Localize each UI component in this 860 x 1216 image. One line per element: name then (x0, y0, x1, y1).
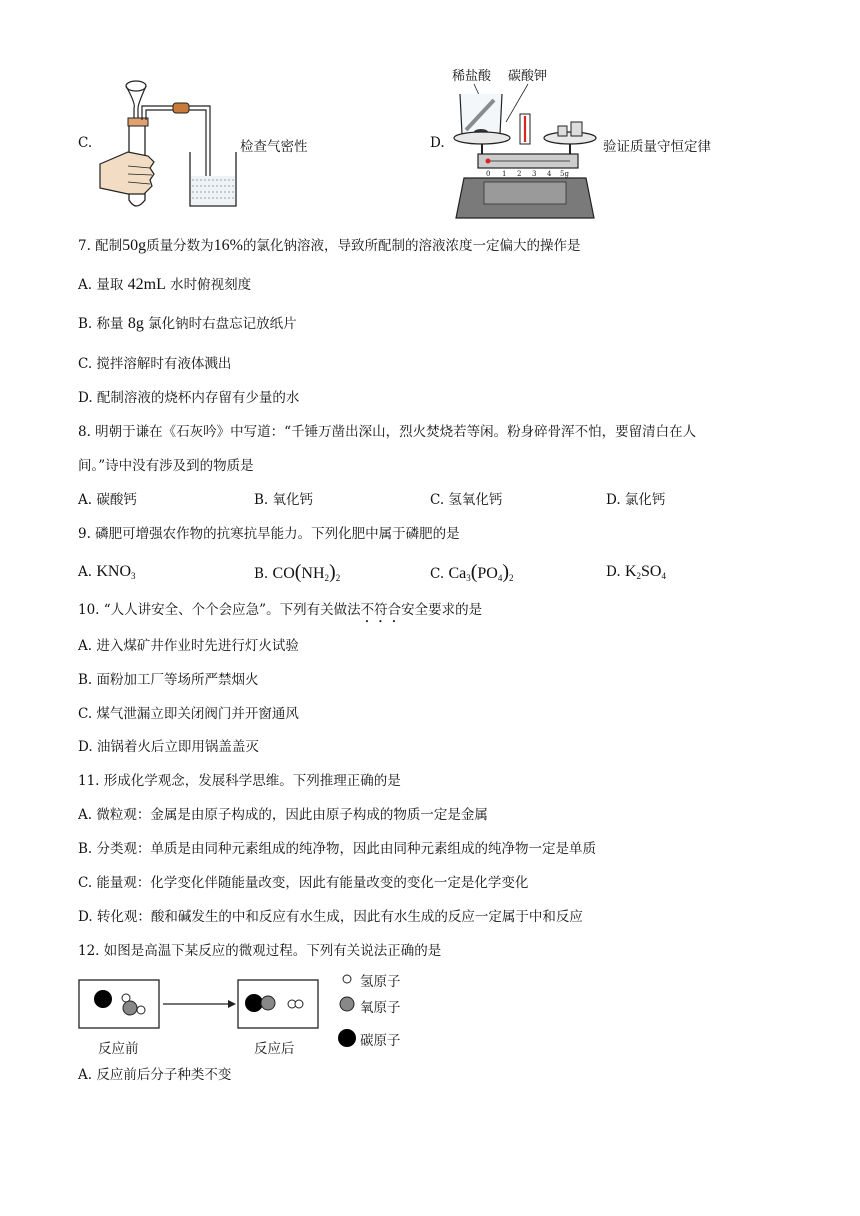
q7-option-b-text: 氯化钠时右盘忘记放纸片 (148, 316, 297, 332)
q7-option-d[interactable]: D. 配制溶液的烧杯内存留有少量的水 (78, 390, 300, 406)
option-c-caption: 检查气密性 (240, 139, 308, 155)
legend-hydrogen-label: 氢原子 (360, 974, 401, 990)
q10-option-c[interactable]: C. 煤气泄漏立即关闭阀门并开窗通风 (78, 706, 299, 722)
q7-option-a-text: 水时俯视刻度 (170, 277, 252, 293)
reaction-micro-diagram (78, 968, 378, 1030)
question-9-stem: 9. 磷肥可增强农作物的抗寒抗旱能力。下列化肥中属于磷肥的是 (78, 526, 460, 542)
q7-option-a-text: A. 量取 (78, 277, 124, 293)
q7-option-c[interactable]: C. 搅拌溶解时有液体溅出 (78, 356, 232, 372)
q8-option-a[interactable]: A. 碳酸钙 (78, 492, 137, 508)
formula-urea: $CO(NH_2)_2$ (272, 561, 341, 583)
q12-option-a[interactable]: A. 反应前后分子种类不变 (78, 1067, 232, 1083)
q10-stem-part: 安全要求的是 (401, 602, 483, 618)
q8-option-d[interactable]: D. 氯化钙 (606, 492, 666, 508)
formula-potassium-sulfate: $K_2SO_4$ (624, 563, 666, 581)
q11-option-b[interactable]: B. 分类观：单质是由同种元素组成的纯净物，因此由同种元素组成的纯净物一定是单质 (78, 841, 597, 857)
q9-option-d[interactable] (606, 562, 666, 586)
atom-legend-icons (337, 970, 359, 1050)
q7-volume-value: 42mL (127, 276, 166, 293)
q7-mass-weighed: 8g (127, 315, 144, 332)
reagent-label-potassium-carbonate: 碳酸钾 (508, 69, 548, 84)
q10-emphasis-not-compliant: 不符合 (360, 602, 402, 618)
scale-tick: 0 (486, 170, 491, 178)
scale-tick: 3 (532, 170, 537, 178)
balance-apparatus-figure (450, 82, 600, 222)
q7-mass-value: 50g (122, 237, 147, 254)
question-10-stem (78, 600, 482, 626)
formula-calcium-phosphate: $Ca_3(PO_4)_2$ (448, 561, 514, 583)
hydrogen-atom (137, 1006, 145, 1014)
legend-carbon-label: 碳原子 (360, 1033, 401, 1049)
q7-stem-part: 的氯化钠溶液，导致所配制的溶液浓度一定偏大的操作是 (243, 238, 581, 254)
scale-tick: 1 (502, 170, 507, 178)
scale-tick: 2 (517, 170, 522, 178)
q10-option-d[interactable]: D. 油锅着火后立即用锅盖盖灭 (78, 739, 259, 755)
balance-scale-ticks (486, 170, 569, 178)
option-d-label: D. (430, 135, 445, 151)
q7-option-a[interactable] (78, 275, 251, 295)
q7-option-b[interactable] (78, 314, 297, 334)
q10-option-a[interactable]: A. 进入煤矿井作业时先进行灯火试验 (78, 638, 299, 654)
scale-tick: 5g (560, 170, 569, 178)
legend-oxygen-label: 氧原子 (360, 1000, 401, 1016)
airtightness-apparatus-figure (98, 76, 243, 212)
formula-potassium-nitrate: $KNO_3$ (96, 563, 136, 581)
question-12-stem: 12. 如图是高温下某反应的微观过程。下列有关说法正确的是 (78, 943, 442, 959)
reagent-label-hydrochloric-acid: 稀盐酸 (452, 69, 492, 84)
oxygen-atom (261, 996, 275, 1010)
question-7-stem (78, 236, 581, 256)
q8-option-c[interactable]: C. 氢氧化钙 (430, 492, 503, 508)
option-c-label: C. (78, 135, 93, 151)
q8-option-b[interactable]: B. 氧化钙 (254, 492, 314, 508)
q7-option-b-text: B. 称量 (78, 316, 124, 332)
q10-option-b[interactable]: B. 面粉加工厂等场所严禁烟火 (78, 672, 259, 688)
q10-stem-part: 10. “人人讲安全、个个会应急”。下列有关做法 (78, 602, 361, 618)
question-8-stem-line-1: 8. 明朝于谦在《石灰吟》中写道：“千锤万凿出深山，烈火焚烧若等闲。粉身碎骨浑不怕，要留清白在人 (78, 424, 697, 440)
q7-percent-value: 16% (213, 237, 243, 254)
hydrogen-atom (295, 1000, 303, 1008)
q9-option-b[interactable] (254, 562, 340, 588)
hydrogen-atom-legend-icon (343, 975, 351, 983)
question-8-stem-line-2: 间。”诗中没有涉及到的物质是 (78, 458, 254, 474)
oxygen-atom-legend-icon (340, 997, 354, 1011)
q11-option-c[interactable]: C. 能量观：化学变化伴随能量改变，因此有能量改变的变化一定是化学变化 (78, 875, 529, 891)
q9-option-d-label: D. (606, 564, 621, 580)
before-reaction-label: 反应前 (98, 1041, 139, 1057)
after-reaction-label: 反应后 (254, 1041, 295, 1057)
q7-stem-part: 质量分数为 (146, 238, 214, 254)
q9-option-b-label: B. (254, 566, 269, 582)
q9-option-c-label: C. (430, 566, 445, 582)
q11-option-d[interactable]: D. 转化观：酸和碱发生的中和反应有水生成，因此有水生成的反应一定属于中和反应 (78, 909, 583, 925)
q9-option-a-label: A. (78, 564, 93, 580)
question-11-stem: 11. 形成化学观念，发展科学思维。下列推理正确的是 (78, 773, 401, 789)
oxygen-atom (123, 1001, 137, 1015)
option-d-caption: 验证质量守恒定律 (603, 139, 711, 155)
before-reaction-box (79, 980, 159, 1028)
carbon-atom (245, 994, 263, 1012)
q9-option-a[interactable] (78, 562, 136, 586)
carbon-atom-legend-icon (338, 1029, 356, 1047)
scale-tick: 4 (547, 170, 552, 178)
q7-stem-part: 7. 配制 (78, 238, 123, 254)
q9-option-c[interactable] (430, 562, 514, 588)
carbon-atom (94, 990, 112, 1008)
q11-option-a[interactable]: A. 微粒观：金属是由原子构成的，因此由原子构成的物质一定是金属 (78, 807, 488, 823)
